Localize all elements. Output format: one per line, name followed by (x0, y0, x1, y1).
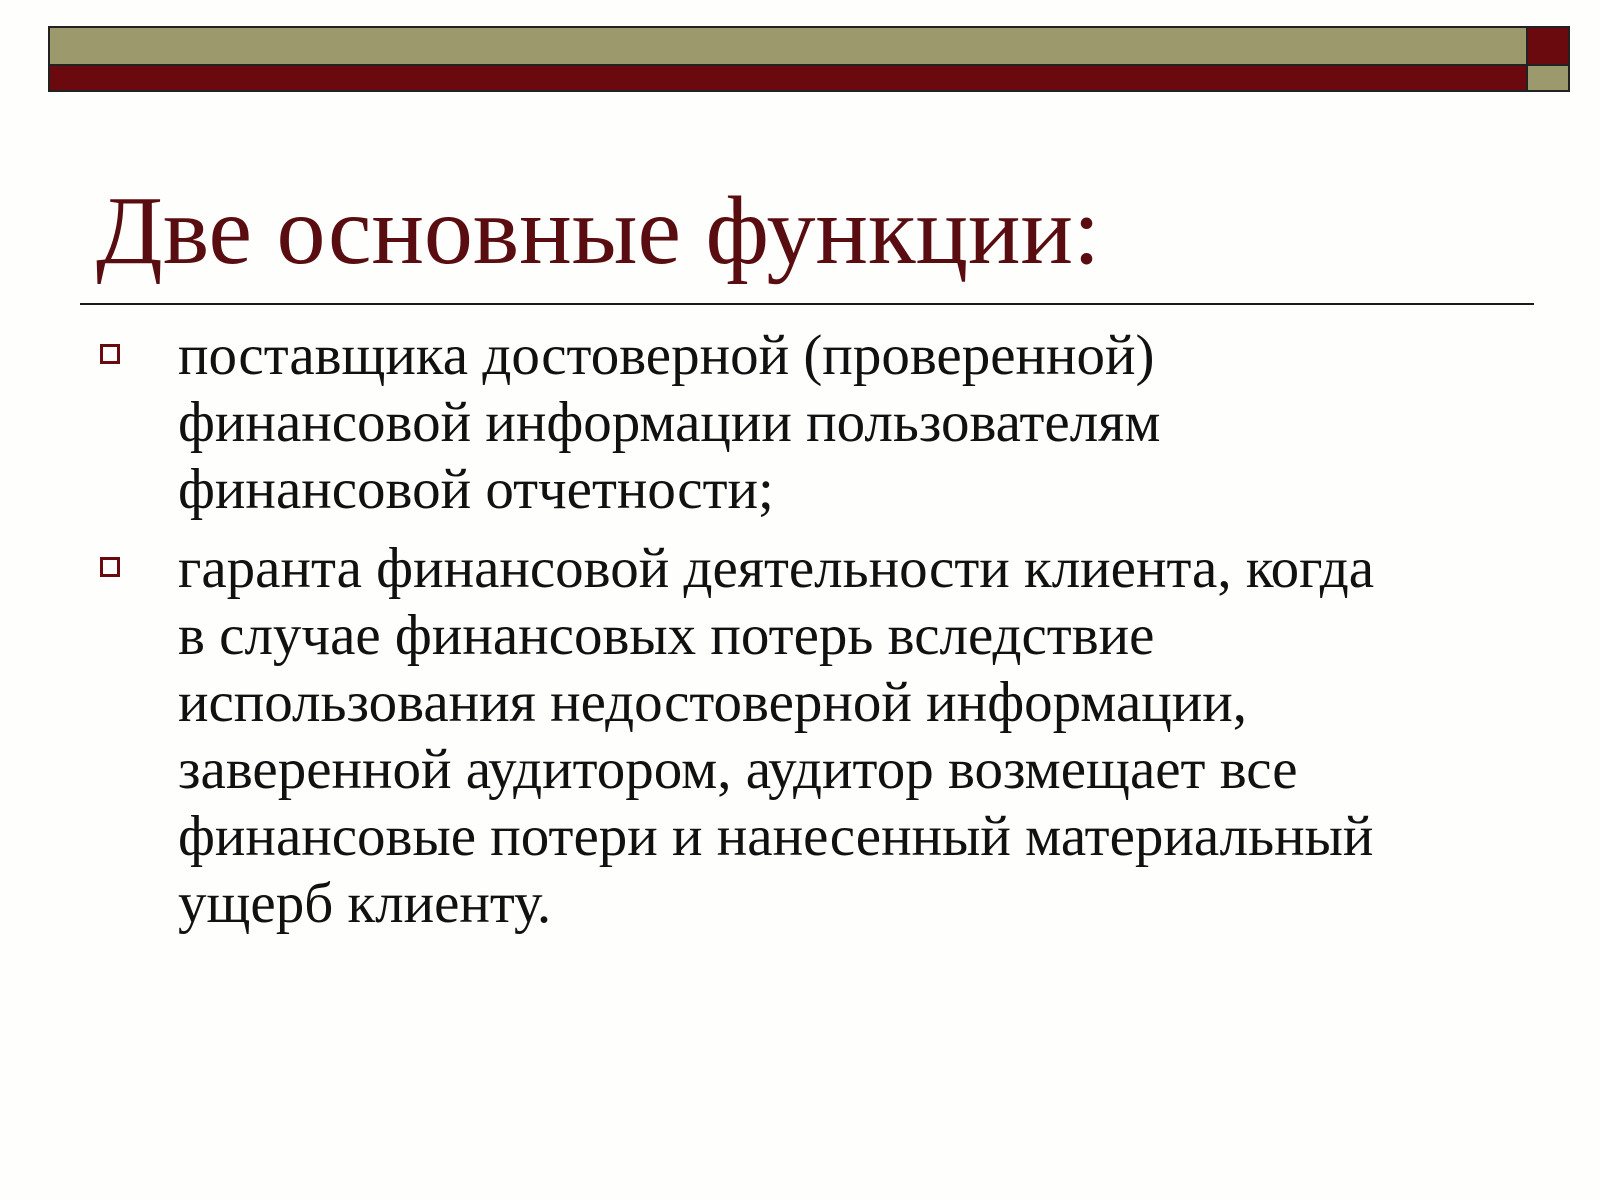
header-corner-red (1528, 26, 1570, 66)
bullet-list (96, 322, 1536, 949)
title-divider (80, 303, 1534, 305)
bullet-text: гаранта финансовой деятельности клиента, когда в случае финансовых потерь вследствие использования недостоверной информации, заверенной аудитором, аудитор возмещает все финансовые потери и нанесенный материальный ущерб клиенту. (178, 537, 1374, 935)
slide-title: Две основные функции: (96, 177, 1101, 285)
bullet-item-1 (96, 322, 1536, 523)
hollow-square-icon (100, 344, 120, 364)
header-bar-red (48, 66, 1528, 92)
bullet-text: поставщика достоверной (проверенной) финансовой информации пользователям финансовой отчетности; (178, 324, 1161, 521)
hollow-square-icon (100, 557, 120, 577)
header-corner-olive (1528, 66, 1570, 92)
header-bar-olive (48, 26, 1528, 66)
bullet-item-2 (96, 535, 1536, 937)
